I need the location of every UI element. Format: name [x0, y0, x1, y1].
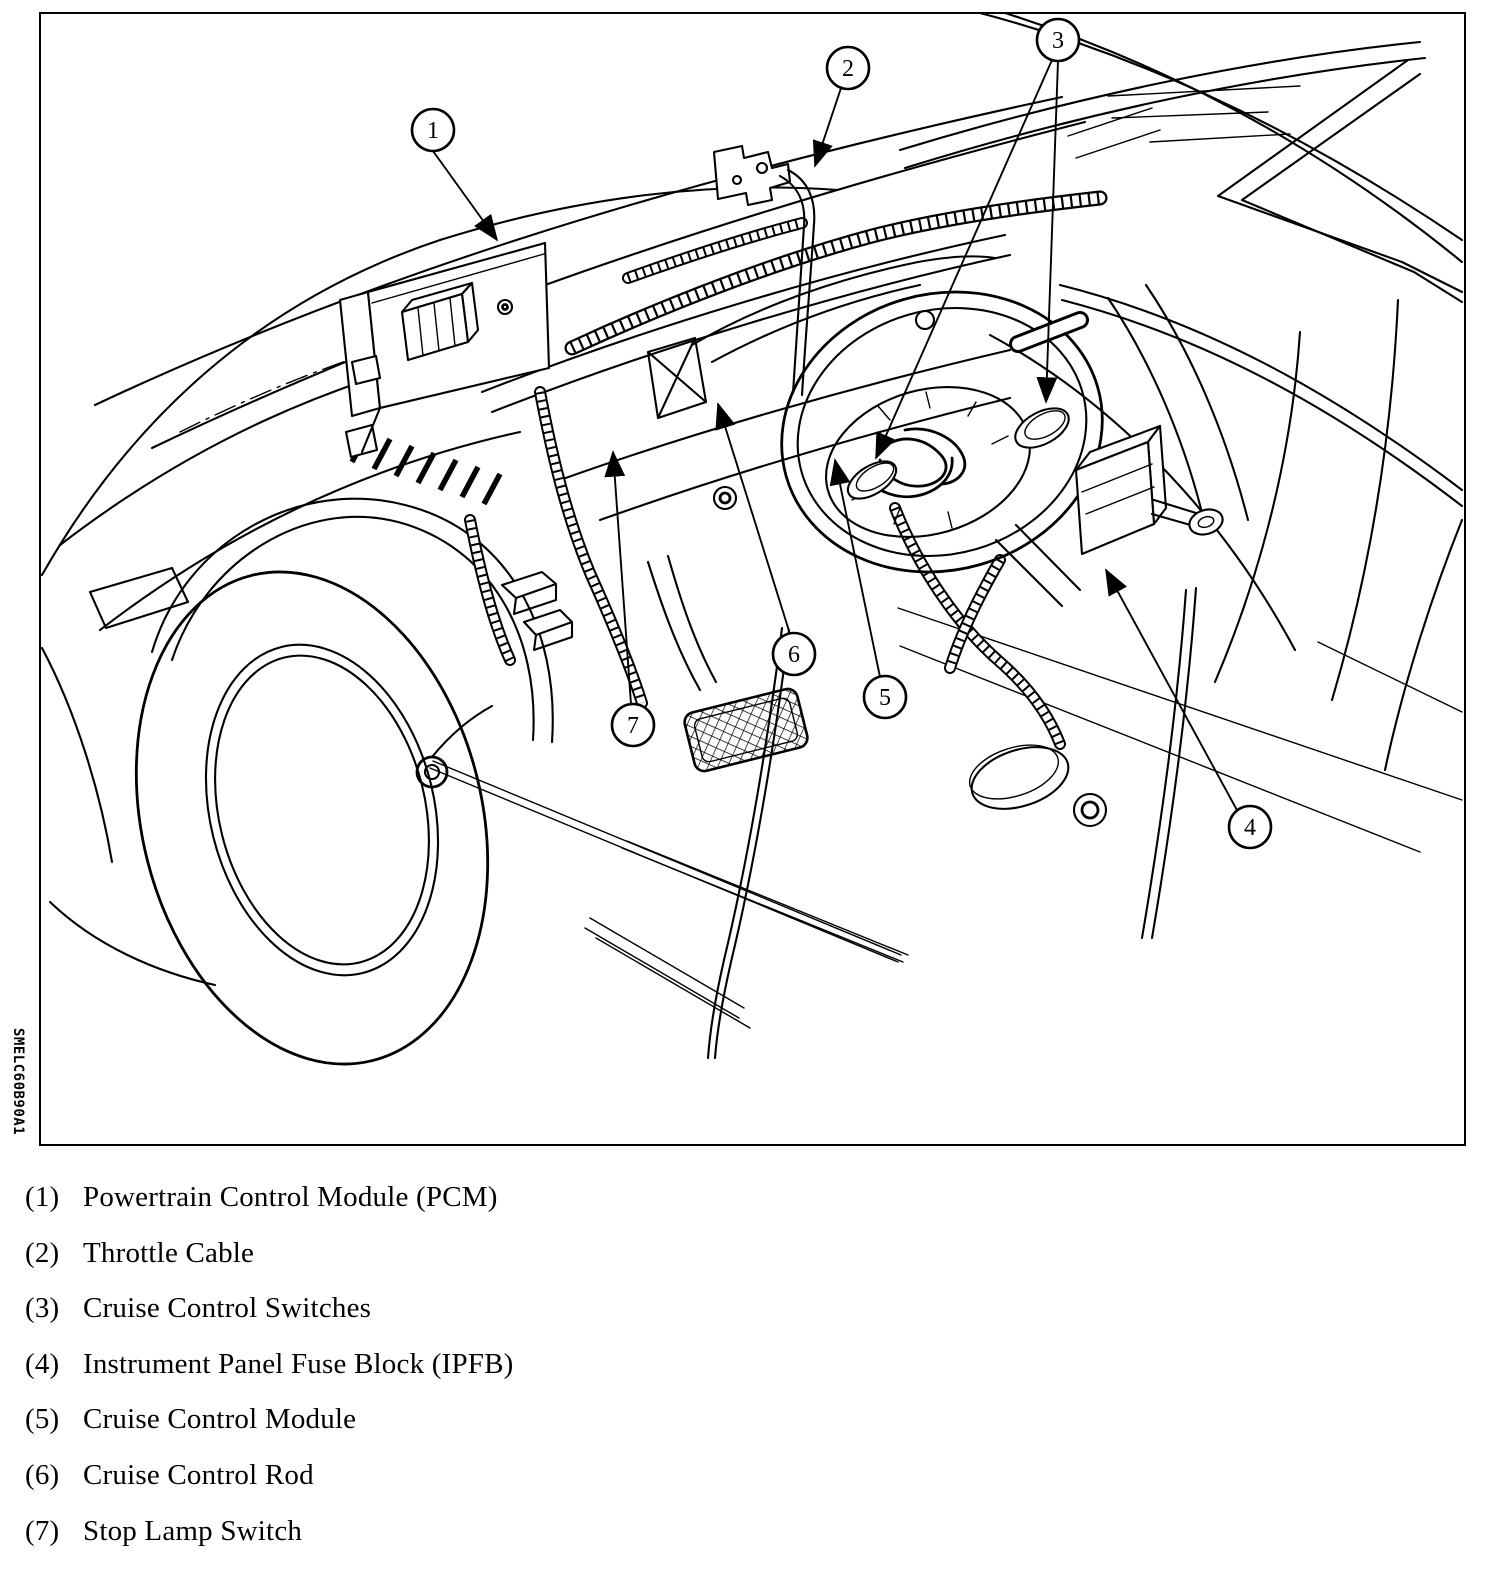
legend-item-number: (4) [25, 1347, 60, 1380]
figure-code: SMELC60B90A1 [10, 1028, 26, 1136]
legend-item [25, 1515, 1425, 1571]
legend [25, 1181, 1425, 1570]
legend-item-number: (1) [25, 1181, 60, 1213]
legend-item-number: (6) [25, 1458, 60, 1491]
legend-item-label: Cruise Control Rod [83, 1458, 314, 1491]
svg-text:5: 5 [879, 685, 891, 711]
legend-item-number: (7) [25, 1514, 60, 1547]
legend-item [25, 1292, 1425, 1348]
legend-item [25, 1181, 1425, 1237]
legend-item-label: Throttle Cable [83, 1236, 255, 1269]
legend-item-label: Cruise Control Switches [83, 1292, 372, 1325]
svg-text:2: 2 [842, 56, 854, 82]
svg-text:7: 7 [627, 713, 639, 739]
legend-item [25, 1348, 1425, 1404]
svg-text:4: 4 [1244, 815, 1256, 841]
legend-item-number: (5) [25, 1403, 60, 1436]
legend-item-label: Stop Lamp Switch [83, 1514, 303, 1547]
svg-text:3: 3 [1052, 28, 1064, 54]
legend-item-label: Instrument Panel Fuse Block (IPFB) [83, 1347, 514, 1380]
legend-item-label: Cruise Control Module [83, 1403, 357, 1436]
legend-item-number: (2) [25, 1236, 60, 1269]
legend-item [25, 1403, 1425, 1459]
legend-item-label: Powertrain Control Module (PCM) [83, 1181, 498, 1213]
svg-text:6: 6 [788, 642, 800, 668]
legend-item [25, 1237, 1425, 1293]
legend-item-number: (3) [25, 1292, 60, 1325]
svg-text:1: 1 [427, 118, 439, 144]
legend-item [25, 1459, 1425, 1515]
